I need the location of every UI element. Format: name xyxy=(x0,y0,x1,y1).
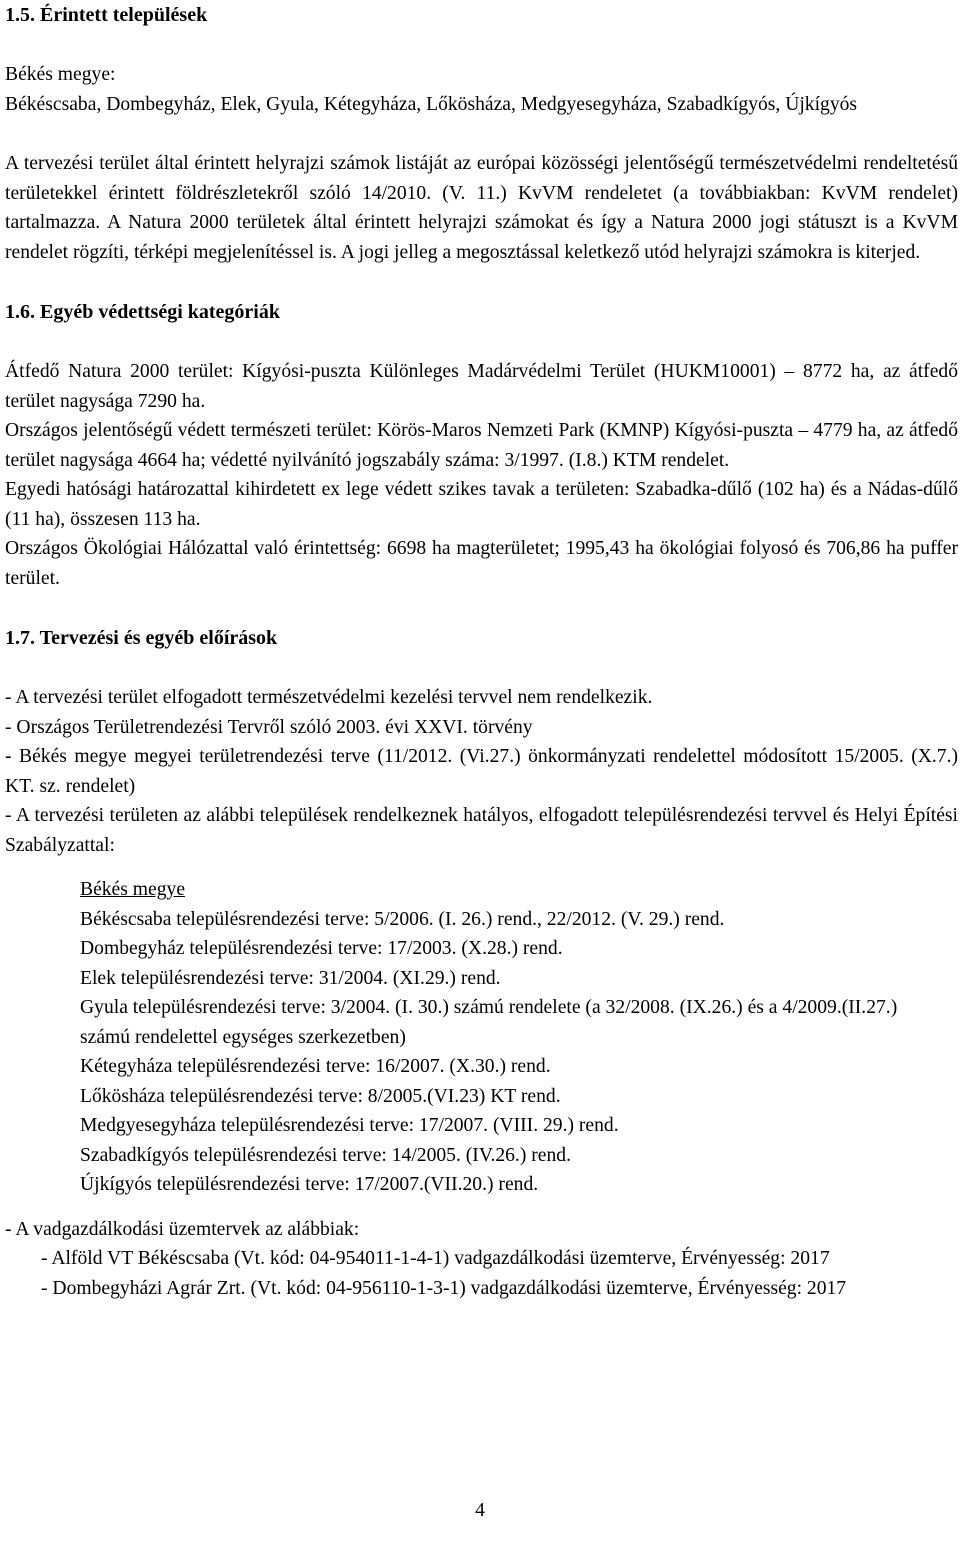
section-heading-1-7: 1.7. Tervezési és egyéb előírások xyxy=(5,627,278,649)
paragraph: Egyedi hatósági határozattal kihirdetett ex lege védett szikes tavak a területen: Szabadka-dűlő (102 ha) és a Nádas-dűlő (11 ha), összesen 113 ha. xyxy=(5,479,958,530)
document-page xyxy=(5,0,958,1303)
list-item: - Békés megye megyei területrendezési terve (11/2012. (Vi.27.) önkormányzati rendelettel módosított 15/2005. (X.7.) KT. sz. rendelet) xyxy=(5,746,958,797)
plan-item: Elek településrendezési terve: 31/2004. (XI.29.) rend. xyxy=(80,967,501,989)
section-heading-1-6: 1.6. Egyéb védettségi kategóriák xyxy=(5,301,280,323)
plan-item: Gyula településrendezési terve: 3/2004. (I. 30.) számú rendelete (a 32/2008. (IX.26.) és a 4/2009.(II.27.) számú rendelettel egységes szerkezetben) xyxy=(80,997,898,1048)
hunting-intro: - A vadgazdálkodási üzemtervek az alábbiak: xyxy=(5,1218,360,1240)
plan-item: Szabadkígyós településrendezési terve: 14/2005. (IV.26.) rend. xyxy=(80,1144,571,1166)
county-label: Békés megye: xyxy=(5,64,116,85)
county-title: Békés megye xyxy=(80,879,186,900)
section-heading-1-5: 1.5. Érintett települések xyxy=(5,4,208,26)
hunting-item: - Dombegyházi Agrár Zrt. (Vt. kód: 04-956110-1-3-1) vadgazdálkodási üzemterve, Érvényesség: 2017 xyxy=(41,1277,847,1299)
plan-item: Kétegyháza településrendezési terve: 16/2007. (X.30.) rend. xyxy=(80,1056,551,1077)
towns-list: Békéscsaba, Dombegyház, Elek, Gyula, Kétegyháza, Lőkösháza, Medgyesegyháza, Szabadkígyós, Újkígyós xyxy=(5,93,858,115)
plan-item: Dombegyház településrendezési terve: 17/2003. (X.28.) rend. xyxy=(80,938,563,959)
plan-item: Lőkösháza településrendezési terve: 8/2005.(VI.23) KT rend. xyxy=(80,1085,561,1107)
hunting-item: - Alföld VT Békéscsaba (Vt. kód: 04-954011-1-4-1) vadgazdálkodási üzemterve, Érvényesség: 2017 xyxy=(41,1248,830,1269)
plan-item: Medgyesegyháza településrendezési terve: 17/2007. (VIII. 29.) rend. xyxy=(80,1115,619,1136)
plan-item: Békéscsaba településrendezési terve: 5/2006. (I. 26.) rend., 22/2012. (V. 29.) rend. xyxy=(80,908,725,930)
paragraph: Átfedő Natura 2000 terület: Kígyósi-puszta Különleges Madárvédelmi Terület (HUKM10001) – 8772 ha, az átfedő terület nagysága 7290 ha. xyxy=(5,361,958,412)
paragraph: Országos jelentőségű védett természeti terület: Körös-Maros Nemzeti Park (KMNP) Kígyósi-puszta – 4779 ha, az átfedő terület nagysága 4664 ha; védetté nyilvánító jogszabály száma: 3/1997. (I.8.) KTM rendelet. xyxy=(5,420,958,471)
list-item: - A tervezési terület elfogadott természetvédelmi kezelési tervvel nem rendelkezik. xyxy=(5,687,653,708)
list-item: - A tervezési területen az alábbi települések rendelkeznek hatályos, elfogadott településrendezési tervvel és Helyi Építési Szabályzattal: xyxy=(5,805,958,856)
page-number: 4 xyxy=(475,1500,485,1521)
natura-paragraph: A tervezési terület által érintett helyrajzi számok listáját az európai közösségi jelentőségű természetvédelmi rendeltetésű területekkel érintett földrészletekről szóló 14/2010. (V. 11.) KvVM rendeletet (a továbbiakban: KvVM rendelet) tartalmazza. A Natura 2000 területek által érintett helyrajzi számokat és így a Natura 2000 jogi státuszt is a KvVM rendelet rögzíti, térképi megjelenítéssel is. A jogi jelleg a megosztással keletkező utód helyrajzi számokra is kiterjed. xyxy=(5,153,958,263)
paragraph: Országos Ökológiai Hálózattal való érintettség: 6698 ha magterületet; 1995,43 ha ökológiai folyosó és 706,86 ha puffer terület. xyxy=(5,538,958,589)
plan-item: Újkígyós településrendezési terve: 17/2007.(VII.20.) rend. xyxy=(80,1174,539,1195)
settlement-plans-block xyxy=(5,875,958,1200)
list-item: - Országos Területrendezési Tervről szóló 2003. évi XXVI. törvény xyxy=(5,716,533,738)
